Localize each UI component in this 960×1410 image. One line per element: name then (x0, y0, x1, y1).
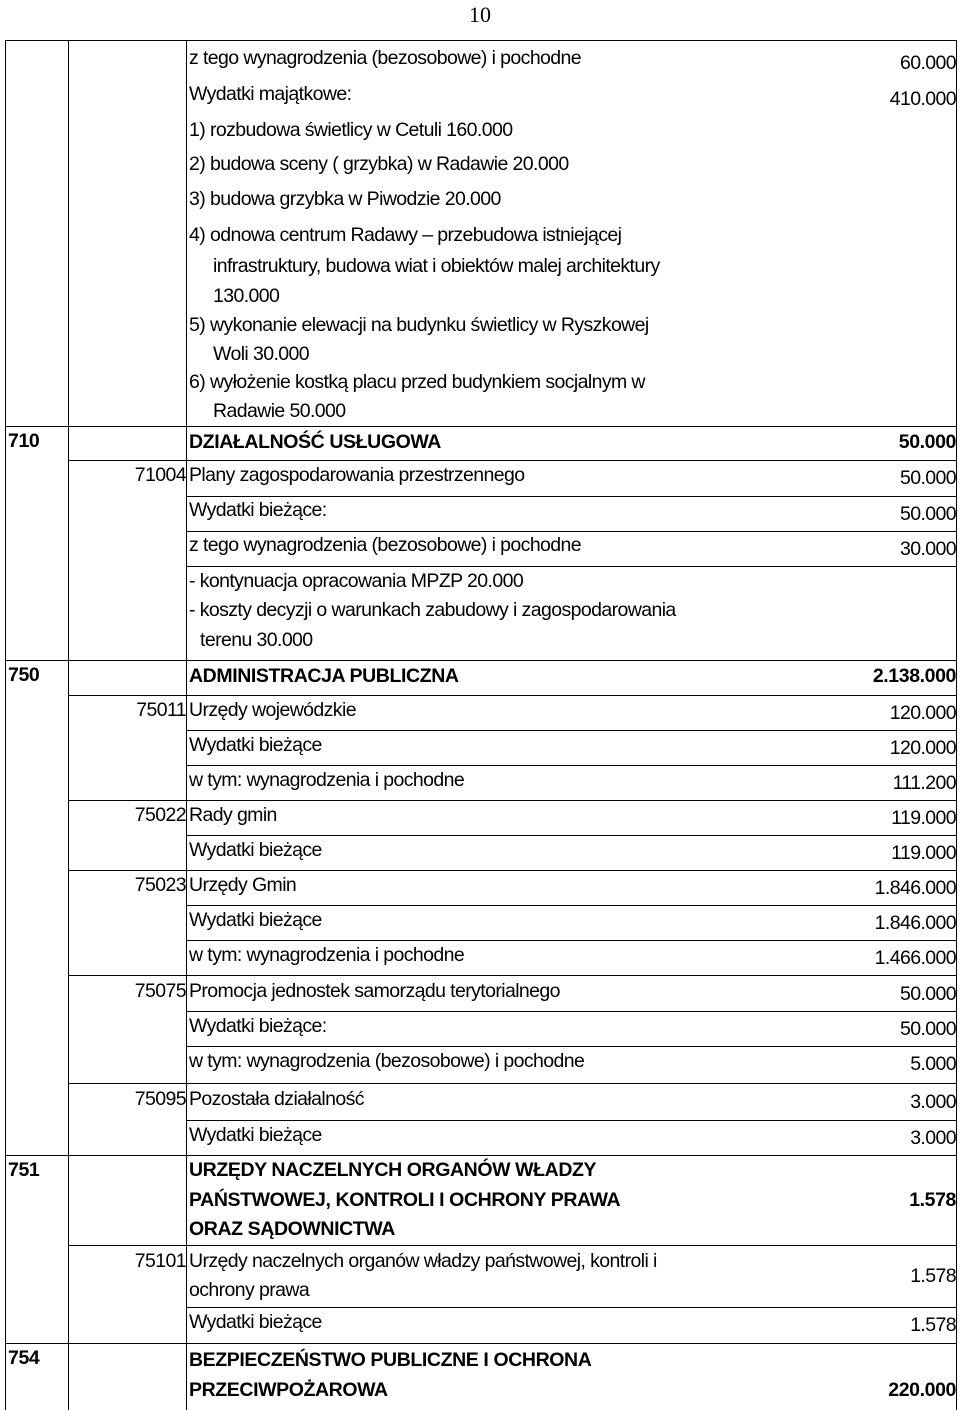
section-title-751-line-3: ORAZ SĄDOWNICTWA (189, 1218, 395, 1240)
row-text: Wydatki bieżące: (189, 1015, 327, 1037)
row-text-line-1: Urzędy naczelnych organów władzy państwowej, kontroli i (189, 1250, 657, 1272)
row-amount: 50.000 (899, 983, 956, 1005)
row-text: z tego wynagrodzenia (bezosobowe) i pochodne (189, 534, 582, 556)
row-divider (5, 1343, 957, 1344)
row-text: Wydatki bieżące (189, 1311, 322, 1333)
column-divider-2 (186, 40, 187, 1410)
section-code-750: 750 (8, 664, 40, 686)
note-line: terenu 30.000 (200, 629, 313, 651)
section-title-751-line-1: URZĘDY NACZELNYCH ORGANÓW WŁADZY (189, 1159, 597, 1181)
investment-line: 5) wykonanie elewacji na budynku świetlicy w Ryszkowej (189, 314, 649, 336)
row-text: Promocja jednostek samorządu terytorialnego (189, 980, 560, 1002)
row-text: Urzędy Gmin (189, 874, 297, 896)
investment-line: infrastruktury, budowa wiat i obiektów malej architektury (213, 255, 660, 277)
top-block-amount-1: 60.000 (899, 52, 956, 74)
row-amount: 1.578 (910, 1265, 956, 1287)
row-amount: 120.000 (889, 737, 956, 759)
row-divider (68, 975, 957, 976)
row-amount: 3.000 (910, 1091, 956, 1113)
section-code-710: 710 (8, 430, 40, 452)
row-text: Wydatki bieżące (189, 734, 322, 756)
row-divider (5, 426, 957, 427)
top-block-row-2 (189, 80, 749, 109)
investment-line: Woli 30.000 (213, 343, 310, 365)
row-amount: 1.466.000 (874, 947, 956, 969)
row-amount: 50.000 (899, 467, 956, 489)
row-text: Wydatki bieżące (189, 1124, 322, 1146)
subsection-code: 75023 (134, 874, 186, 896)
row-text: Wydatki bieżące: (189, 499, 327, 521)
row-amount: 119.000 (891, 807, 956, 829)
subsection-code: 75075 (134, 980, 186, 1002)
row-amount: 1.846.000 (874, 877, 956, 899)
investment-line: 1) rozbudowa świetlicy w Cetuli 160.000 (189, 119, 513, 141)
row-amount: 50.000 (899, 503, 956, 525)
investment-line: 3) budowa grzybka w Piwodzie 20.000 (189, 188, 501, 210)
subsection-code: 75095 (134, 1088, 186, 1110)
table-border-right (956, 40, 957, 1410)
row-text: Urzędy wojewódzkie (189, 699, 356, 721)
subsection-code: 71004 (134, 464, 186, 486)
row-amount: 120.000 (889, 702, 956, 724)
section-code-754: 754 (8, 1347, 40, 1369)
row-text: w tym: wynagrodzenia i pochodne (189, 769, 465, 791)
subsection-code: 75022 (134, 804, 186, 826)
table-border-top (5, 40, 957, 41)
investment-line: 4) odnowa centrum Radawy – przebudowa istniejącej (189, 224, 622, 246)
row-amount: 1.846.000 (874, 912, 956, 934)
row-amount: 119.000 (891, 842, 956, 864)
section-title-710: DZIAŁALNOŚĆ USŁUGOWA (189, 431, 441, 453)
section-amount-754: 220.000 (888, 1379, 956, 1401)
row-text: Rady gmin (189, 804, 277, 826)
subsection-code: 75101 (134, 1250, 186, 1272)
row-text: w tym: wynagrodzenia i pochodne (189, 944, 465, 966)
row-amount: 50.000 (899, 1018, 956, 1040)
row-divider (68, 1245, 957, 1246)
row-amount: 3.000 (910, 1127, 956, 1149)
section-amount-751: 1.578 (909, 1189, 956, 1211)
row-text: Wydatki bieżące (189, 839, 322, 861)
subsection-code: 75011 (136, 699, 186, 721)
row-text: w tym: wynagrodzenia (bezosobowe) i pochodne (189, 1050, 585, 1072)
row-text: Wydatki bieżące (189, 909, 322, 931)
row-text-line-2: ochrony prawa (189, 1279, 310, 1301)
row-amount: 5.000 (910, 1053, 956, 1075)
top-block-amount-2: 410.000 (889, 88, 956, 110)
section-title-751-line-2: PAŃSTWOWEJ, KONTROLI I OCHRONY PRAWA (189, 1189, 621, 1211)
investment-line: 6) wyłożenie kostką placu przed budynkiem socjalnym w (189, 371, 645, 393)
investment-line: 2) budowa sceny ( grzybka) w Radawie 20.000 (189, 153, 569, 175)
page-number: 10 (469, 2, 491, 27)
section-code-751: 751 (8, 1159, 40, 1181)
row-divider (5, 660, 957, 661)
investment-line: Radawie 50.000 (213, 400, 346, 422)
row-amount: 30.000 (899, 538, 956, 560)
row-text: z tego wynagrodzenia (bezosobowe) i pochodne (189, 47, 582, 69)
note-line: - kontynuacja opracowania MPZP 20.000 (189, 570, 524, 592)
section-amount-750: 2.138.000 (872, 665, 956, 687)
table-border-left (5, 40, 6, 1410)
row-text: Pozostała działalność (189, 1088, 364, 1110)
section-title-754-line-2: PRZECIWPOŻAROWA (189, 1379, 388, 1401)
row-divider (68, 1083, 957, 1084)
column-divider-1 (68, 40, 69, 1410)
section-title-750: ADMINISTRACJA PUBLICZNA (189, 665, 459, 687)
investment-line: 130.000 (213, 285, 280, 307)
section-title-754-line-1: BEZPIECZEŃSTWO PUBLICZNE I OCHRONA (189, 1349, 592, 1371)
row-amount: 111.200 (892, 772, 956, 794)
row-text: Plany zagospodarowania przestrzennego (189, 464, 525, 486)
row-text: Wydatki majątkowe: (189, 83, 352, 105)
row-amount: 1.578 (910, 1314, 956, 1336)
note-line: - koszty decyzji o warunkach zabudowy i zagospodarowania (189, 599, 676, 621)
section-amount-710: 50.000 (898, 431, 956, 453)
